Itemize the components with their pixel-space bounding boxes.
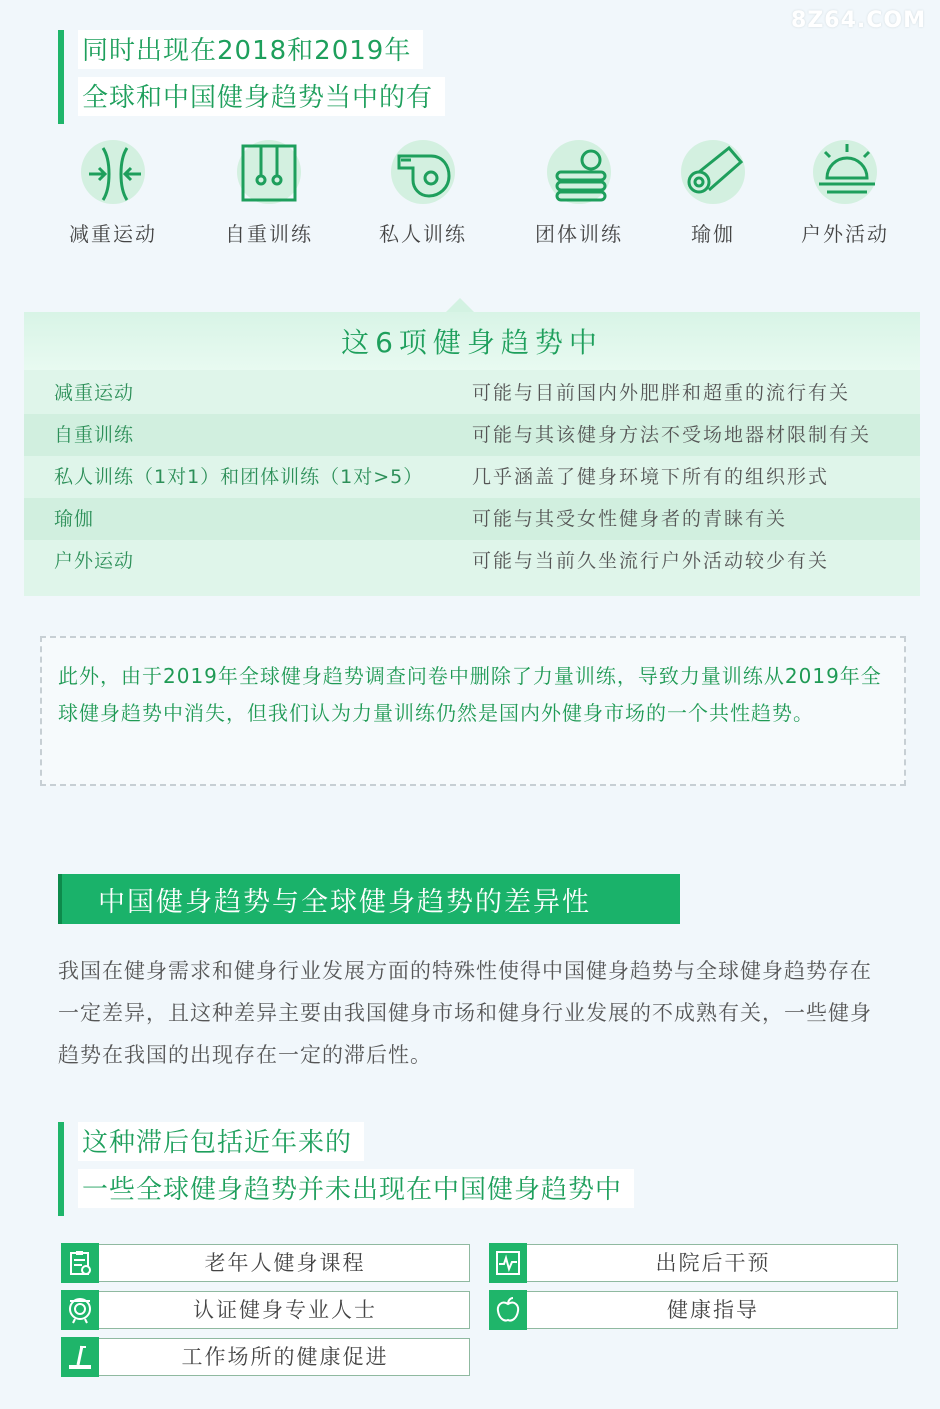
trend-item-bodyweight — [204, 140, 334, 247]
table-row — [24, 414, 920, 456]
section-banner — [58, 874, 680, 924]
trend-item-outdoor — [780, 140, 910, 247]
missing-trend-item — [490, 1291, 898, 1329]
heading-line-2: 一些全球健身趋势并未出现在中国健身趋势中 — [78, 1169, 634, 1208]
trend-item-yoga — [648, 140, 778, 247]
table-title: 这6项健身趋势中 — [24, 312, 920, 370]
note-box — [40, 636, 906, 786]
missing-trend-item — [62, 1291, 470, 1329]
stacked-mats-icon — [549, 142, 613, 206]
trend-item-group-training — [514, 140, 644, 247]
section-heading-common-trends — [58, 30, 445, 124]
trend-item-personal-training — [358, 140, 488, 247]
trend-label: 户外活动 — [801, 222, 889, 246]
heading-line-1: 同时出现在2018和2019年 — [78, 30, 423, 69]
missing-trend-label: 健康指导 — [667, 1298, 759, 1322]
table-pointer — [446, 298, 474, 312]
whistle-icon — [393, 142, 457, 206]
missing-trend-item — [62, 1244, 470, 1282]
row-trend: 户外运动 — [54, 550, 135, 572]
missing-trend-label: 出院后干预 — [655, 1251, 771, 1275]
treadmill-icon — [66, 1343, 94, 1371]
table-row — [24, 372, 920, 414]
missing-trend-label: 认证健身专业人士 — [193, 1298, 377, 1322]
row-reason: 可能与当前久坐流行户外活动较少有关 — [472, 550, 830, 572]
trend-reasons-table — [24, 312, 920, 596]
row-trend: 自重训练 — [54, 424, 135, 446]
certificate-badge-icon — [66, 1296, 94, 1324]
note-text: 此外，由于2019年全球健身趋势调查问卷中删除了力量训练，导致力量训练从2019年全球健身趋势中消失，但我们认为力量训练仍然是国内外健身市场的一个共性趋势。 — [58, 664, 882, 725]
heading-line-2: 全球和中国健身趋势当中的有 — [78, 77, 445, 116]
waist-slimming-icon — [83, 142, 147, 206]
missing-trend-item — [62, 1338, 470, 1376]
trend-item-weight-loss — [48, 140, 178, 247]
row-trend: 减重运动 — [54, 382, 135, 404]
trend-label: 私人训练 — [379, 222, 467, 246]
row-reason: 几乎涵盖了健身环境下所有的组织形式 — [472, 466, 830, 488]
heart-monitor-icon — [494, 1249, 522, 1277]
sunrise-icon — [815, 142, 879, 206]
trend-label: 自重训练 — [225, 222, 313, 246]
row-reason: 可能与其该健身方法不受场地器材限制有关 — [472, 424, 872, 446]
yoga-mat-icon — [683, 142, 747, 206]
table-row — [24, 540, 920, 582]
apple-icon — [494, 1296, 522, 1324]
row-reason: 可能与目前国内外肥胖和超重的流行有关 — [472, 382, 851, 404]
table-row — [24, 498, 920, 540]
trend-label: 团体训练 — [535, 222, 623, 246]
table-row — [24, 456, 920, 498]
section-heading-lagging-trends — [58, 1122, 634, 1216]
missing-trend-item — [490, 1244, 898, 1282]
trend-label: 瑜伽 — [691, 222, 735, 246]
clipboard-icon — [66, 1249, 94, 1277]
row-trend: 私人训练（1对1）和团体训练（1对>5） — [54, 466, 424, 488]
row-reason: 可能与其受女性健身者的青睐有关 — [472, 508, 788, 530]
section-title: 中国健身趋势与全球健身趋势的差异性 — [98, 887, 591, 918]
missing-trend-label: 老年人健身课程 — [204, 1251, 366, 1275]
watermark: 8Z64.COM — [791, 8, 926, 33]
heading-line-1: 这种滞后包括近年来的 — [78, 1122, 364, 1161]
trend-icons-row — [40, 140, 920, 260]
pull-up-rings-icon — [239, 142, 303, 206]
section-paragraph: 我国在健身需求和健身行业发展方面的特殊性使得中国健身趋势与全球健身趋势存在一定差异，且这种差异主要由我国健身市场和健身行业发展的不成熟有关，一些健身趋势在我国的出现存在一定的滞后性。 — [58, 959, 872, 1067]
missing-trend-label: 工作场所的健康促进 — [181, 1345, 389, 1369]
trend-label: 减重运动 — [69, 222, 157, 246]
row-trend: 瑜伽 — [54, 508, 95, 530]
